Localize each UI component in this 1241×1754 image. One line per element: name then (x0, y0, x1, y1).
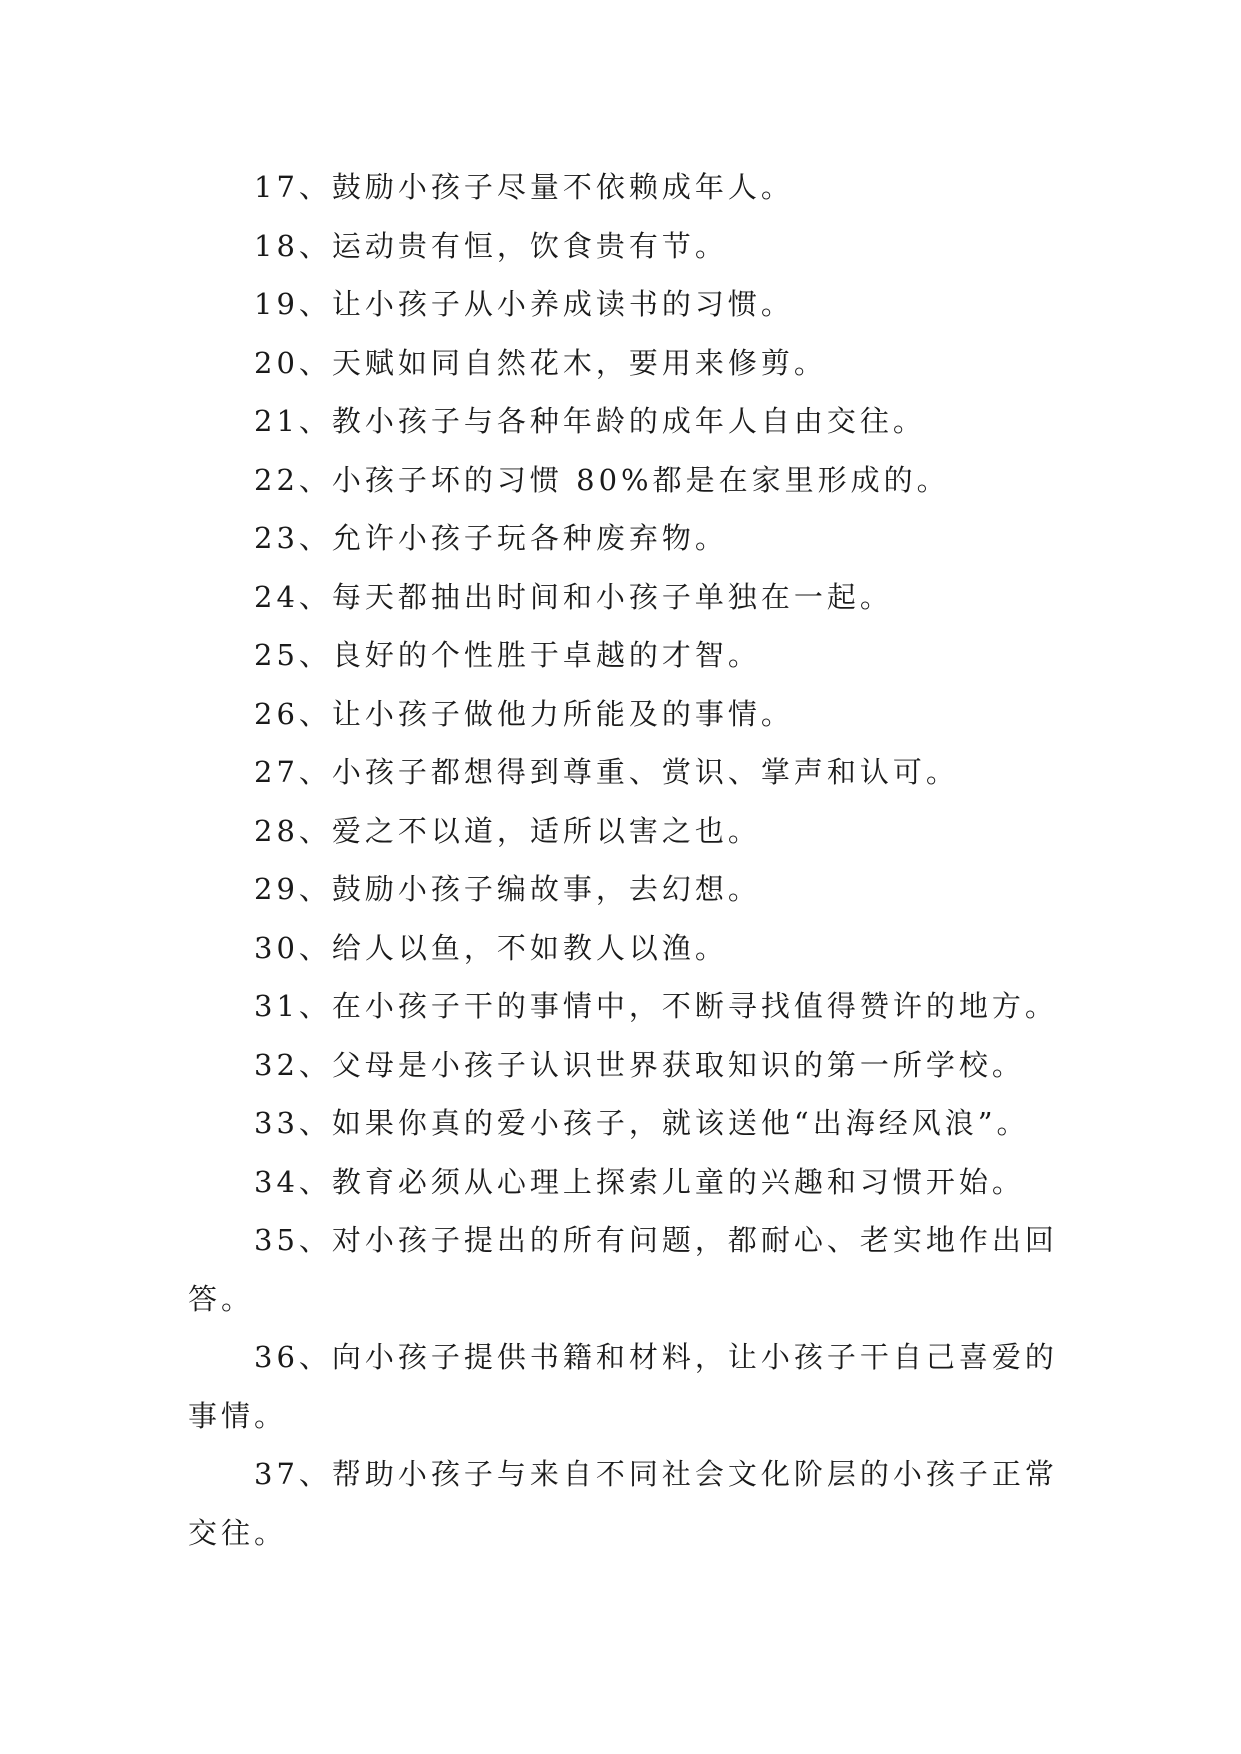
paragraph-27: 27、小孩子都想得到尊重、赏识、掌声和认可。 (254, 755, 959, 789)
paragraph-32: 32、父母是小孩子认识世界获取知识的第一所学校。 (254, 1047, 1025, 1082)
paragraph-19: 19、让小孩子从小养成读书的习惯。 (254, 287, 794, 321)
paragraph-17: 17、鼓励小孩子尽量不依赖成年人。 (254, 170, 794, 204)
paragraph-18: 18、运动贵有恒，饮食贵有节。 (254, 228, 728, 263)
paragraph-25: 25、良好的个性胜于卓越的才智。 (254, 638, 761, 672)
document-body (188, 158, 1068, 1562)
paragraph-35: 35、对小孩子提出的所有问题，都耐心、老实地作出回答。 (188, 1223, 1058, 1316)
paragraph-29: 29、鼓励小孩子编故事，去幻想。 (254, 872, 761, 906)
paragraph-31: 31、在小孩子干的事情中，不断寻找值得赞许的地方。 (254, 989, 1058, 1023)
paragraph-37: 37、帮助小孩子与来自不同社会文化阶层的小孩子正常交往。 (188, 1457, 1058, 1550)
paragraph-34: 34、教育必须从心理上探索儿童的兴趣和习惯开始。 (254, 1164, 1025, 1199)
paragraph-33: 33、如果你真的爱小孩子，就该送他“出海经风浪”。 (254, 1106, 1030, 1140)
paragraph-22: 22、小孩子坏的习惯 80%都是在家里形成的。 (254, 462, 950, 497)
paragraph-20: 20、天赋如同自然花木，要用来修剪。 (254, 345, 827, 380)
paragraph-30: 30、给人以鱼，不如教人以渔。 (254, 930, 728, 965)
paragraph-23: 23、允许小孩子玩各种废弃物。 (254, 521, 728, 555)
paragraph-36: 36、向小孩子提供书籍和材料，让小孩子干自己喜爱的事情。 (188, 1340, 1058, 1433)
paragraph-26: 26、让小孩子做他力所能及的事情。 (254, 696, 794, 731)
paragraph-21: 21、教小孩子与各种年龄的成年人自由交往。 (254, 404, 926, 438)
paragraph-28: 28、爱之不以道，适所以害之也。 (254, 813, 761, 848)
paragraph-24: 24、每天都抽出时间和小孩子单独在一起。 (254, 579, 893, 614)
